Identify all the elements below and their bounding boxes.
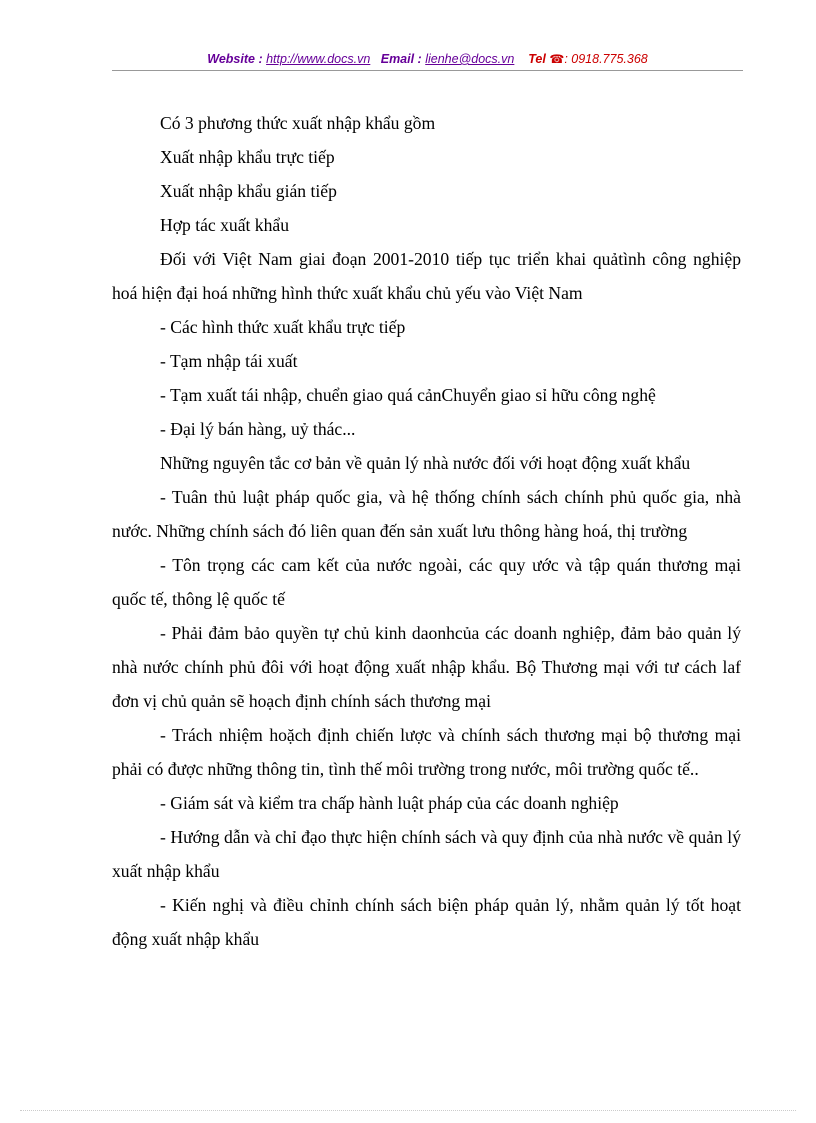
- paragraph: - Phải đảm bảo quyền tự chủ kinh daonhcủa các doanh nghiệp, đảm bảo quản lý nhà nước chính phủ đôi với hoạt động xuất nhập khẩu. Bộ Thương mại với tư cách laf đơn vị chủ quản sẽ hoạch định chính sách thương mại: [112, 623, 741, 711]
- paragraph: Xuất nhập khẩu trực tiếp: [160, 147, 335, 167]
- email-label: Email :: [380, 52, 422, 66]
- paragraph: - Tạm xuất tái nhập, chuển giao quá cảnChuyển giao sỉ hữu công nghệ: [160, 385, 656, 405]
- paragraph: Những nguyên tắc cơ bản về quản lý nhà nước đối với hoạt động xuất khẩu: [160, 453, 691, 473]
- phone-number: : 0918.775.368: [564, 52, 648, 66]
- paragraph: - Hướng dẫn và chỉ đạo thực hiện chính sách và quy định của nhà nước về quản lý xuất nhập khẩu: [112, 827, 741, 881]
- paragraph: Xuất nhập khẩu gián tiếp: [160, 181, 337, 201]
- paragraph: - Kiến nghị và điều chỉnh chính sách biện pháp quản lý, nhằm quản lý tốt hoạt động xuất nhập khẩu: [112, 895, 741, 949]
- header-divider: [112, 70, 743, 71]
- phone-icon: ☎: [549, 52, 565, 66]
- email-link[interactable]: lienhe@docs.vn: [425, 52, 515, 66]
- paragraph: Đối với Việt Nam giai đoạn 2001-2010 tiếp tục triển khai quảtình công nghiệp hoá hiện đại hoá những hình thức xuất khẩu chủ yếu vào Việt Nam: [112, 249, 741, 303]
- website-link[interactable]: http://www.docs.vn: [266, 52, 371, 66]
- website-label: Website :: [207, 52, 263, 66]
- paragraph: - Các hình thức xuất khẩu trực tiếp: [160, 317, 406, 337]
- document-body: [112, 106, 741, 956]
- paragraph: - Trách nhiệm hoặch định chiến lược và chính sách thương mại bộ thương mại phải có được những thông tin, tình thế môi trường trong nước, môi trường quốc tế..: [112, 725, 741, 779]
- tel-label: Tel: [528, 52, 546, 66]
- paragraph: Hợp tác xuất khẩu: [160, 215, 289, 235]
- paragraph: Có 3 phương thức xuất nhập khẩu gồm: [160, 113, 436, 133]
- paragraph: - Tôn trọng các cam kết của nước ngoài, các quy ước và tập quán thương mại quốc tế, thông lệ quốc tế: [112, 555, 741, 609]
- paragraph: - Đại lý bán hàng, uỷ thác...: [160, 419, 356, 439]
- page-bottom-border: [20, 1110, 796, 1111]
- paragraph: - Tuân thủ luật pháp quốc gia, và hệ thống chính sách chính phủ quốc gia, nhà nước. Những chính sách đó liên quan đến sản xuất lưu thông hàng hoá, thị trường: [112, 487, 741, 541]
- paragraph: - Giám sát và kiểm tra chấp hành luật pháp của các doanh nghiệp: [160, 793, 619, 813]
- page-header: [112, 50, 743, 68]
- paragraph: - Tạm nhập tái xuất: [160, 351, 298, 371]
